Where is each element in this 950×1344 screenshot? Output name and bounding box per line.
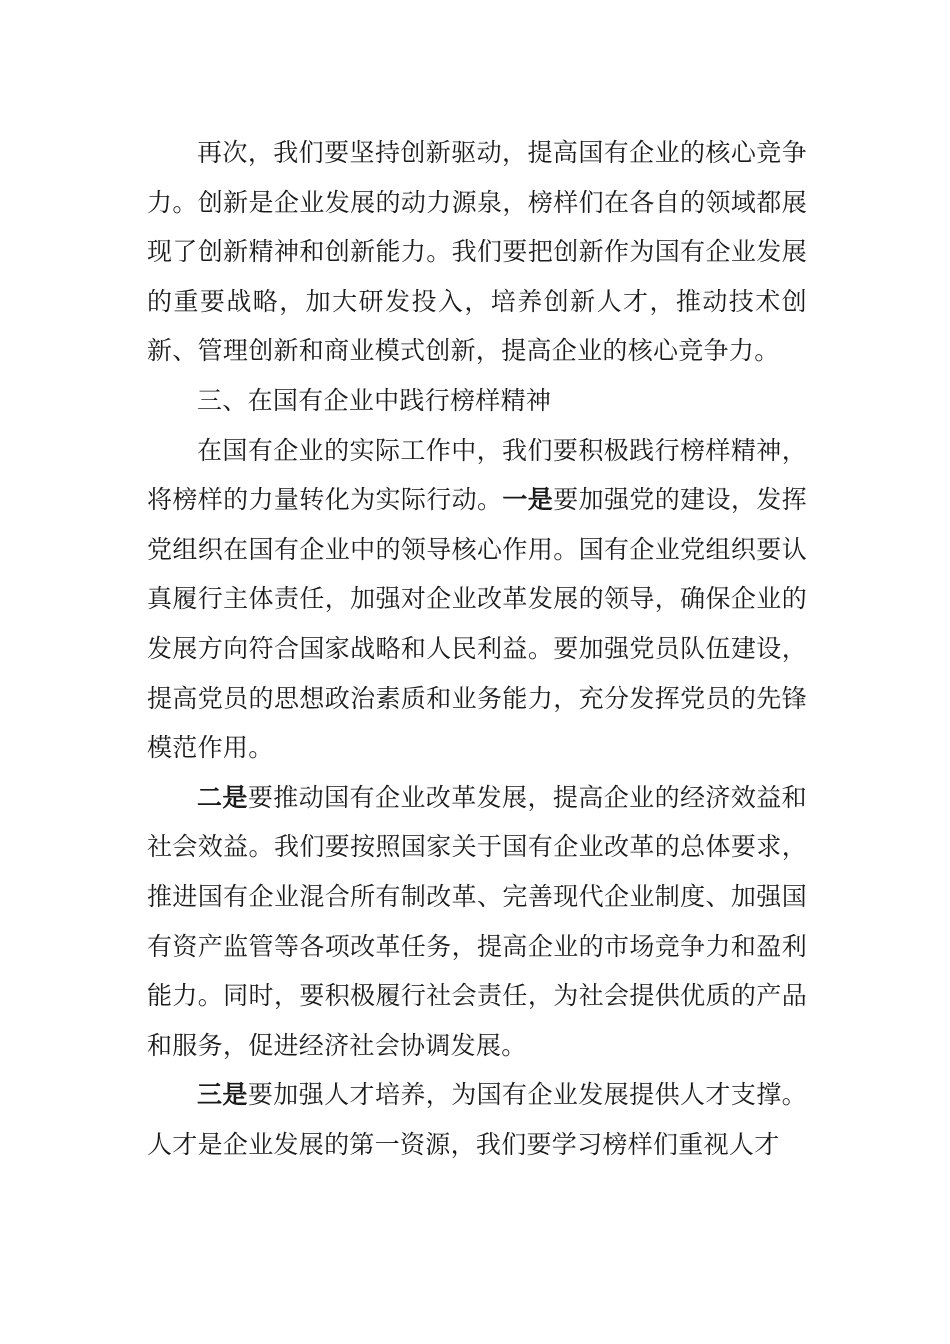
paragraph-reform-text: 要推动国有企业改革发展，提高企业的经济效益和社会效益。我们要按照国家关于国有企业改革的总体要求，推进国有企业混合所有制改革、完善现代企业制度、加强国有资产监管等各项改革任务，提高企业的市场竞争力和盈利能力。同时，要积极履行社会责任，为社会提供优质的产品和服务，促进经济社会协调发展。 (147, 782, 807, 1060)
document-body (147, 128, 807, 1169)
paragraph-innovation (147, 128, 807, 376)
lead-point-one: 一是 (502, 485, 554, 515)
paragraph-talent-text: 要加强人才培养，为国有企业发展提供人才支撑。人才是企业发展的第一资源，我们要学习榜样们重视人才 (147, 1080, 807, 1159)
lead-point-two: 二是 (197, 782, 248, 812)
paragraph-innovation-text: 再次，我们要坚持创新驱动，提高国有企业的核心竞争力。创新是企业发展的动力源泉，榜样们在各自的领域都展现了创新精神和创新能力。我们要把创新作为国有企业发展的重要战略，加大研发投入，培养创新人才，推动技术创新、管理创新和商业模式创新，提高企业的核心竞争力。 (147, 138, 807, 366)
section-heading (147, 376, 807, 426)
paragraph-talent (147, 1070, 807, 1169)
paragraph-party-building-intro: 在国有企业的实际工作中，我们要积极践行榜样精神，将榜样的力量转化为实际行动。 (147, 435, 807, 515)
section-heading-text: 三、在国有企业中践行榜样精神 (197, 385, 552, 415)
paragraph-party-building-text: 要加强党的建设，发挥党组织在国有企业中的领导核心作用。国有企业党组织要认真履行主体责任，加强对企业改革发展的领导，确保企业的发展方向符合国家战略和人民利益。要加强党员队伍建设，提高党员的思想政治素质和业务能力，充分发挥党员的先锋模范作用。 (147, 485, 807, 763)
lead-point-three: 三是 (197, 1080, 248, 1110)
paragraph-party-building (147, 426, 807, 773)
paragraph-reform (147, 773, 807, 1071)
